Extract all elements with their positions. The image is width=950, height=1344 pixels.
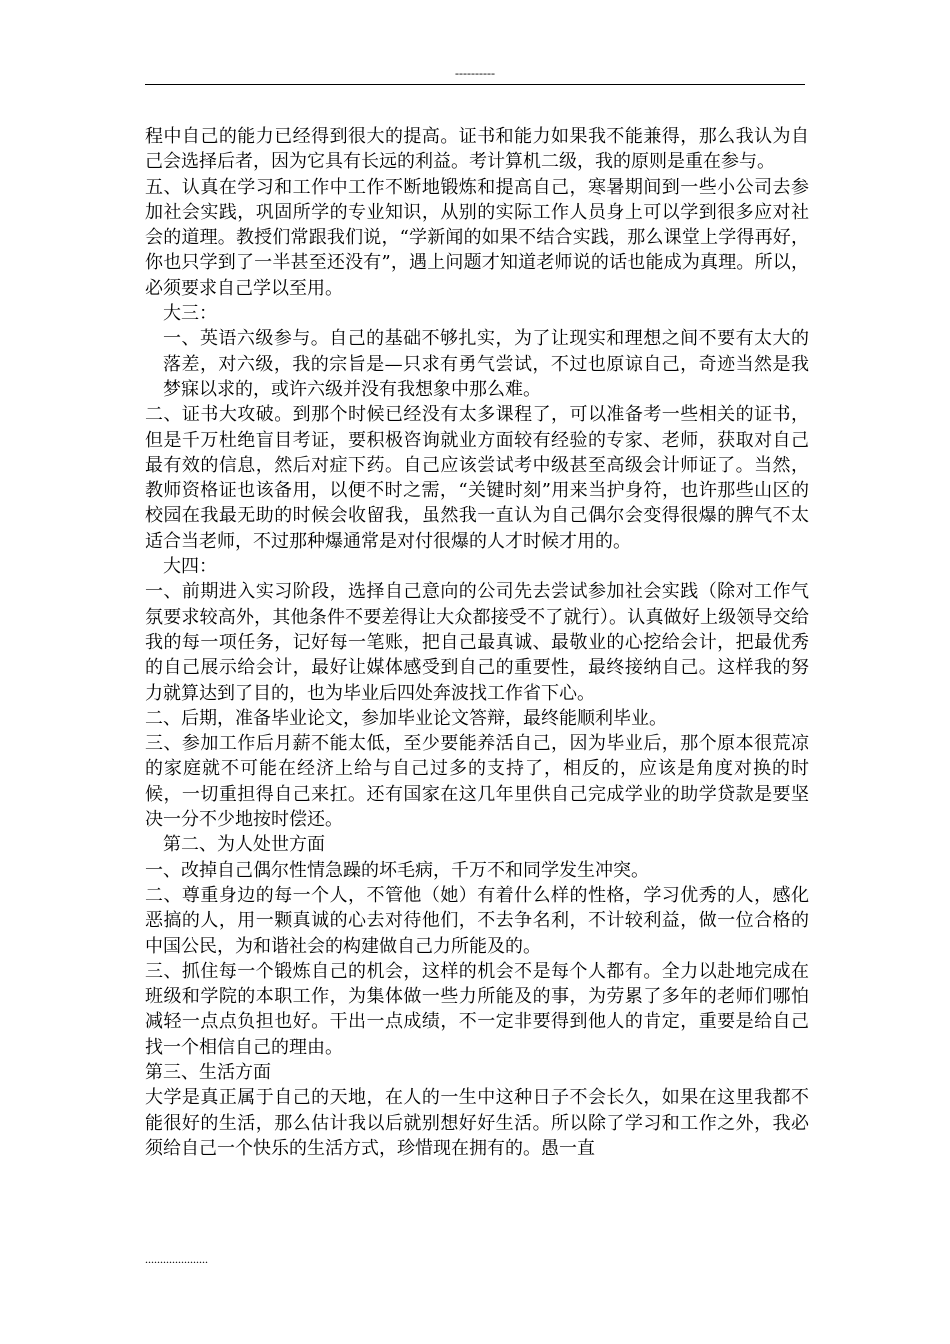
footer-mark: ..................... xyxy=(145,1252,208,1266)
paragraph: 第三、生活方面 xyxy=(145,1061,271,1083)
paragraph: 大三： xyxy=(163,303,217,325)
paragraph: 五、认真在学习和工作中工作不断地锻炼和提高自己，寒暑期间到一些小公司去参加社会实践，巩固所学的专业知识，从别的实际工作人员身上可以学到很多应对社会的道理。教授们常跟我们说，“学新闻的如果不结合实践，那么课堂上学得再好，你也只学到了一半甚至还没有”，遇上问题才知道老师说的话也能成为真理。所以，必须要求自己学以至用。 xyxy=(145,176,809,299)
body-text xyxy=(145,124,809,1161)
paragraph: 大四： xyxy=(163,556,217,578)
paragraph: 二、证书大攻破。到那个时候已经没有太多课程了，可以准备考一些相关的证书，但是千万杜绝盲目考证，要积极咨询就业方面较有经验的专家、老师，获取对自己最有效的信息，然后对症下药。自己应该尝试考中级甚至高级会计师证了。当然，教师资格证也该备用，以便不时之需，“关键时刻”用来当护身符，也许那些山区的校园在我最无助的时候会收留我，虽然我一直认为自己偶尔会变得很爆的脾气不太适合当老师，不过那种爆通常是对付很爆的人才时候才用的。 xyxy=(145,404,809,552)
paragraph: 三、参加工作后月薪不能太低，至少要能养活自己，因为毕业后，那个原本很荒凉的家庭就不可能在经济上给与自己过多的支持了，相反的，应该是角度对换的时候，一切重担得自己来扛。还有国家在这几年里供自己完成学业的助学贷款是要坚决一分不少地按时偿还。 xyxy=(145,733,809,831)
paragraph: 一、前期进入实习阶段，选择自己意向的公司先去尝试参加社会实践（除对工作气氛要求较高外，其他条件不要差得让大众都接受不了就行）。认真做好上级领导交给我的每一项任务，记好每一笔账，把自己最真诚、最敬业的心挖给会计，把最优秀的自己展示给会计，最好让媒体感受到自己的重要性，最终接纳自己。这样我的努力就算达到了目的，也为毕业后四处奔波找工作省下心。 xyxy=(145,581,809,704)
paragraph: 第二、为人处世方面 xyxy=(163,834,325,856)
paragraph: 一、英语六级参与。自己的基础不够扎实，为了让现实和理想之间不要有太大的落差，对六级，我的宗旨是—只求有勇气尝试，不过也原谅自己，奇迹当然是我梦寐以求的，或许六级并没有我想象中那么难。 xyxy=(163,328,809,400)
paragraph: 程中自己的能力已经得到很大的提高。证书和能力如果我不能兼得，那么我认为自己会选择后者，因为它具有长远的利益。考计算机二级，我的原则是重在参与。 xyxy=(145,126,809,173)
paragraph: 一、改掉自己偶尔性情急躁的坏毛病，千万不和同学发生冲突。 xyxy=(145,859,649,881)
paragraph: 二、后期，准备毕业论文，参加毕业论文答辩，最终能顺利毕业。 xyxy=(145,707,667,729)
paragraph: 大学是真正属于自己的天地，在人的一生中这种日子不会长久，如果在这里我都不能很好的生活，那么估计我以后就别想好好生活。所以除了学习和工作之外，我必须给自己一个快乐的生活方式，珍惜现在拥有的。愚一直 xyxy=(145,1087,809,1159)
paragraph: 二、尊重身边的每一个人，不管他（她）有着什么样的性格，学习优秀的人，感化恶搞的人，用一颗真诚的心去对待他们，不去争名利，不计较利益，做一位合格的中国公民，为和谐社会的构建做自己力所能及的。 xyxy=(145,884,809,957)
paragraph: 三、抓住每一个锻炼自己的机会，这样的机会不是每个人都有。全力以赴地完成在班级和学院的本职工作，为集体做一些力所能及的事，为劳累了多年的老师们哪怕减轻一点点负担也好。干出一点成绩，不一定非要得到他人的肯定，重要是给自己找一个相信自己的理由。 xyxy=(145,960,809,1058)
header-mark: ---------- xyxy=(455,66,495,80)
header-rule xyxy=(145,84,805,85)
